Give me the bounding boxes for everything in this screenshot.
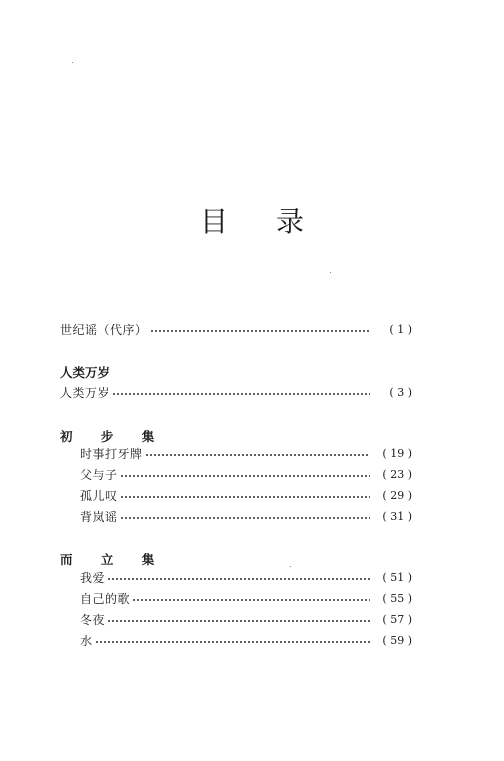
scan-speck <box>330 272 331 273</box>
section-heading: 初 步 集 <box>60 429 167 444</box>
toc-entry-label: 水 <box>80 633 93 648</box>
toc-entry-page: ( 3 ) <box>389 385 412 399</box>
toc-entry-label: 自己的歌 <box>80 591 131 606</box>
toc-entry[interactable] <box>60 383 412 401</box>
dot-leader <box>107 571 370 583</box>
title-char-2: 录 <box>276 205 305 238</box>
toc-entry[interactable] <box>80 486 412 504</box>
toc-entry[interactable] <box>80 631 412 649</box>
toc-entry[interactable] <box>80 465 412 483</box>
toc-entry-page: ( 19 ) <box>382 446 412 460</box>
toc-entry-label: 背岚谣 <box>80 509 118 524</box>
scan-speck <box>72 62 73 63</box>
dot-leader <box>120 489 370 501</box>
toc-entry-page: ( 55 ) <box>382 591 412 605</box>
dot-leader <box>120 468 370 480</box>
page-title <box>0 200 504 240</box>
toc-entry-label: 时事打牙牌 <box>80 446 143 461</box>
scan-speck <box>290 566 291 567</box>
dot-leader <box>95 634 370 646</box>
dot-leader <box>107 613 370 625</box>
toc-entry-page: ( 31 ) <box>382 509 412 523</box>
toc-entry-page: ( 57 ) <box>382 612 412 626</box>
toc-entry[interactable] <box>80 589 412 607</box>
toc-entry[interactable] <box>80 610 412 628</box>
dot-leader <box>145 447 370 459</box>
dot-leader <box>150 323 370 335</box>
toc-entry-label: 冬夜 <box>80 612 106 627</box>
toc-entry-page: ( 51 ) <box>382 570 412 584</box>
dot-leader <box>132 592 370 604</box>
dot-leader <box>120 510 370 522</box>
toc-entry-page: ( 59 ) <box>382 633 412 647</box>
title-char-1: 目 <box>199 205 228 238</box>
dot-leader <box>112 386 370 398</box>
toc-entry-label: 我爱 <box>80 570 106 585</box>
section-heading: 人类万岁 <box>60 365 111 380</box>
toc-entry-page: ( 23 ) <box>382 467 412 481</box>
toc-entry[interactable] <box>80 568 412 586</box>
toc-entry-label: 人类万岁 <box>60 385 111 400</box>
toc-entry-page: ( 1 ) <box>389 322 412 336</box>
section-heading: 而 立 集 <box>60 552 167 567</box>
toc-entry[interactable] <box>80 444 412 462</box>
toc-entry-page: ( 29 ) <box>382 488 412 502</box>
toc-entry[interactable] <box>80 507 412 525</box>
toc-entry-label: 父与子 <box>80 467 118 482</box>
toc-entry-label: 世纪谣（代序） <box>60 322 148 337</box>
toc-entry-label: 孤儿叹 <box>80 488 118 503</box>
toc-entry-preface[interactable] <box>60 320 412 338</box>
